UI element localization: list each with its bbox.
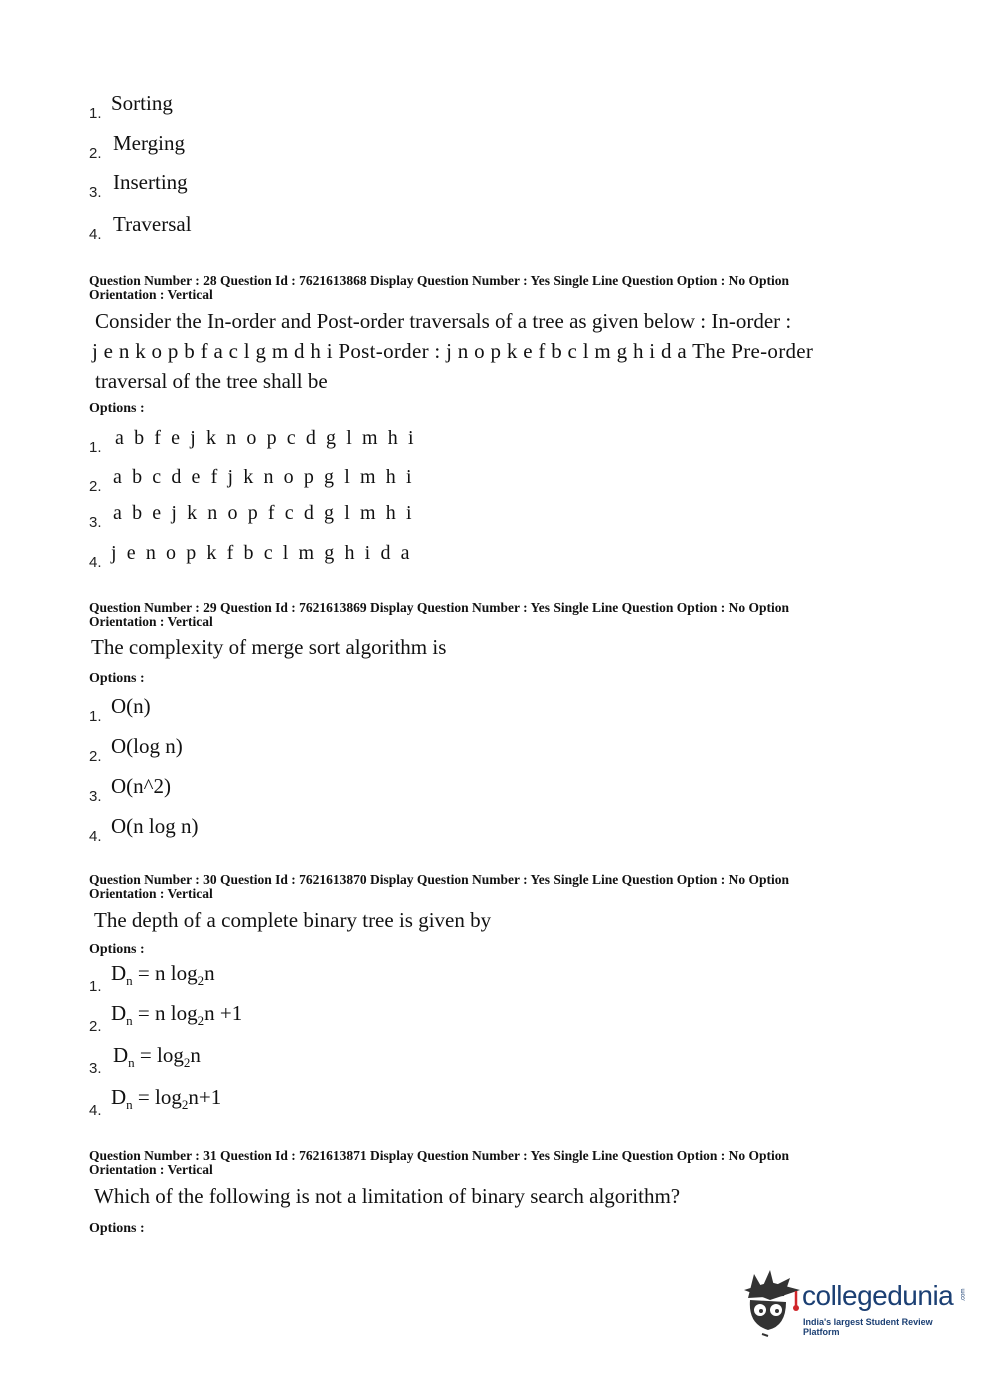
q28-options-label: Options : <box>89 401 145 416</box>
formula-sub-2: 2 <box>197 1013 205 1028</box>
formula-sub-n: n <box>126 1097 133 1112</box>
option-number: 1. <box>89 105 102 122</box>
option-number: 2. <box>89 478 102 495</box>
q28-question-text <box>92 306 885 396</box>
student-mascot-icon <box>740 1268 802 1340</box>
q30-question-text: The depth of a complete binary tree is given by <box>94 908 492 932</box>
option-number: 4. <box>89 828 102 845</box>
option-formula <box>111 1085 221 1113</box>
formula-rhs-end: n <box>190 1042 201 1067</box>
option-formula <box>111 961 215 989</box>
option-number: 1. <box>89 439 102 456</box>
formula-sub-n: n <box>126 973 133 988</box>
formula-d: D <box>111 1000 127 1025</box>
q28-text-line-1: Consider the In-order and Post-order traversals of a tree as given below : In-order : <box>95 309 792 333</box>
q31-header-line-1: Question Number : 31 Question Id : 7621613871 Display Question Number : Yes Single Line Question Option : No Option <box>89 1148 789 1163</box>
option-number: 4. <box>89 1102 102 1119</box>
formula-rhs-end: n +1 <box>204 1000 243 1025</box>
option-text: j e n o p k f b c l m g h i d a <box>111 542 413 564</box>
formula-rhs-end: n <box>204 960 215 985</box>
option-text: O(n) <box>111 694 151 718</box>
q28-text-line-2: j e n k o p b f a c l g m d h i Post-order : j n o p k e f b c l m g h i d a The Pre-order <box>92 339 814 363</box>
q28-header <box>89 274 879 302</box>
q31-header-line-2: Orientation : Vertical <box>89 1162 213 1177</box>
q31-question-text: Which of the following is not a limitation of binary search algorithm? <box>94 1184 681 1208</box>
q31-header <box>89 1149 879 1177</box>
option-number: 3. <box>89 1060 102 1077</box>
q29-options-label: Options : <box>89 671 145 686</box>
formula-rhs: = log <box>132 1084 182 1109</box>
formula-sub-2: 2 <box>181 1097 189 1112</box>
option-number: 2. <box>89 145 102 162</box>
option-formula <box>113 1043 201 1071</box>
q30-options-label: Options : <box>89 942 145 957</box>
option-text: Merging <box>113 131 185 155</box>
option-number: 4. <box>89 554 102 571</box>
option-text: O(n log n) <box>111 814 199 838</box>
option-number: 2. <box>89 1018 102 1035</box>
formula-d: D <box>113 1042 129 1067</box>
q29-question-text: The complexity of merge sort algorithm is <box>91 635 447 659</box>
option-text: Sorting <box>111 91 173 115</box>
option-number: 3. <box>89 514 102 531</box>
q29-header-line-2: Orientation : Vertical <box>89 614 213 629</box>
option-number: 4. <box>89 226 102 243</box>
formula-rhs: = n log <box>132 960 198 985</box>
formula-d: D <box>111 1084 127 1109</box>
logo-tagline: India's largest Student Review Platform <box>803 1317 933 1337</box>
formula-rhs: = n log <box>132 1000 198 1025</box>
q30-header-line-2: Orientation : Vertical <box>89 886 213 901</box>
option-text: Traversal <box>113 212 192 236</box>
q30-header <box>89 873 879 901</box>
formula-sub-n: n <box>126 1013 133 1028</box>
q28-header-line-1: Question Number : 28 Question Id : 7621613868 Display Question Number : Yes Single Line Question Option : No Option <box>89 273 789 288</box>
formula-d: D <box>111 960 127 985</box>
option-number: 1. <box>89 708 102 725</box>
q29-header <box>89 601 879 629</box>
q29-header-line-1: Question Number : 29 Question Id : 7621613869 Display Question Number : Yes Single Line Question Option : No Option <box>89 600 789 615</box>
option-text: a b f e j k n o p c d g l m h i <box>115 427 417 449</box>
q28-header-line-2: Orientation : Vertical <box>89 287 213 302</box>
formula-sub-n: n <box>128 1055 135 1070</box>
q28-text-line-3: traversal of the tree shall be <box>95 369 328 393</box>
q30-header-line-1: Question Number : 30 Question Id : 7621613870 Display Question Number : Yes Single Line Question Option : No Option <box>89 872 789 887</box>
option-text: Inserting <box>113 170 188 194</box>
option-number: 3. <box>89 184 102 201</box>
option-text: a b c d e f j k n o p g l m h i <box>113 466 415 488</box>
formula-sub-2: 2 <box>183 1055 191 1070</box>
q31-options-label: Options : <box>89 1221 145 1236</box>
logo-wordmark: collegedunia <box>802 1280 954 1311</box>
option-number: 3. <box>89 788 102 805</box>
option-number: 1. <box>89 978 102 995</box>
option-text: O(log n) <box>111 734 183 758</box>
logo-com: .com <box>960 1288 967 1302</box>
option-text: a b e j k n o p f c d g l m h i <box>113 502 415 524</box>
option-number: 2. <box>89 748 102 765</box>
formula-rhs-end: n+1 <box>188 1084 222 1109</box>
option-text: O(n^2) <box>111 774 172 798</box>
formula-rhs: = log <box>134 1042 184 1067</box>
option-formula <box>111 1001 242 1029</box>
formula-sub-2: 2 <box>197 973 205 988</box>
collegedunia-logo <box>740 1268 970 1340</box>
